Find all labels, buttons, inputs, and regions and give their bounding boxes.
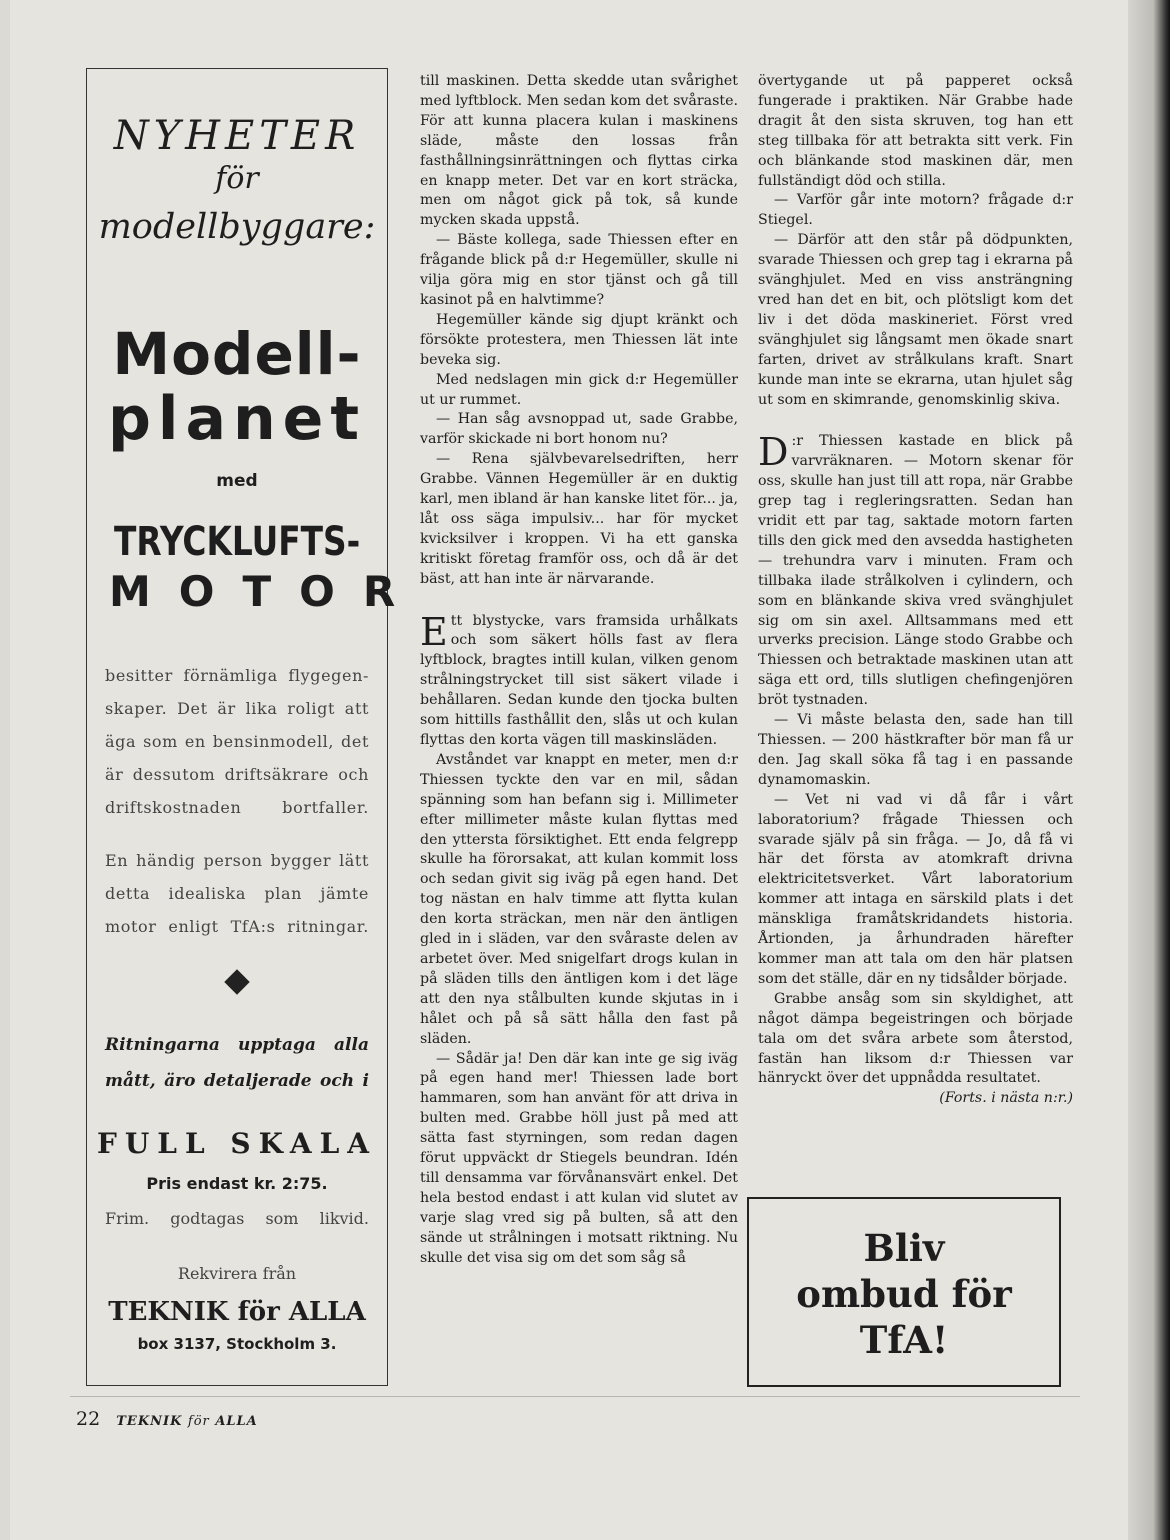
- article-paragraph: — Sådär ja! Den där kan inte ge sig iväg på egen hand mer! Thiessen lade bort hammaren, som han använt för att driva in bulten med. Grabbe höll just på med att sätta fast styrningen, som redan dagen förut uppväckt dr Stiegels beundran. Idén till densamma var förvånansvärt enkel. Det hela bestod endast i att kulan vid slutet av varje slag vred sig på bulten, så att den sände ut strålningen i motsatt riktning. Nu skulle det visa sig om det som såg så: [420, 1050, 738, 1266]
- article-paragraph: Med nedslagen min gick d:r Hegemüller ut ur rummet.: [420, 371, 738, 408]
- footer-magazine-word-3: ALLA: [215, 1414, 258, 1429]
- footer-divider: [70, 1396, 1080, 1397]
- ad-rekvirera-text: Rekvirera från: [177, 1264, 297, 1283]
- article-paragraph: Hegemüller kände sig djupt kränkt och försökte protestera, men Thiessen lät inte beveka sig.: [420, 311, 738, 368]
- page-edge: [0, 0, 10, 1540]
- article-paragraph: Grabbe ansåg som sin skyldighet, att något dämpa begeistringen och började tala om det svåra arbete som återstod, fastän han liksom d:r Thiessen var hänryckt över det uppnådda resultatet.: [758, 990, 1073, 1087]
- ad-frimarken-note: Frim. godtagas som likvid.: [105, 1209, 369, 1228]
- ad-headline-line2: planet: [107, 384, 367, 454]
- article-paragraph-text: :r Thiessen kastade en blick på varvräknaren. — Motorn skenar för oss, skulle han just till att ropa, när Grabbe grep tag i regleringsratten. Sedan han vridit ett par tag, saktade motorn farten tills den gick med den avsedda hastigheten — trehundra varv i minuten. Fram och tillbaka ilade strålkolven i cylindern, och som en blänkande skiva vred svänghjulet sig om sin axel. Alltsammans med ett urverks precision. Länge stodo Grabbe och Thiessen och betraktade maskinen utan att säga ett ord, tills slutligen chefingenjören bröt tystnaden.: [758, 433, 1073, 709]
- article-column-middle: [420, 72, 738, 1268]
- article-paragraph: — Varför går inte motorn? frågade d:r Stiegel.: [758, 192, 1073, 229]
- page-footer: [76, 1408, 258, 1430]
- footer-magazine-word-1: TEKNIK: [116, 1414, 183, 1429]
- article-paragraph: — Rena självbevarelsedriften, herr Grabbe. Vännen Hegemüller är en duktig karl, men ibland är han kanske litet för... ja, låt oss säga impulsiv... har för mycket kvicksilver i kroppen. Vi ha ett ganska kritiskt företag framför oss, och då är det bäst, att han inte är närvarande.: [420, 451, 738, 587]
- binding-spine: [1128, 0, 1170, 1540]
- continued-note: (Forts. i nästa n:r.): [939, 1090, 1073, 1107]
- ad-price: Pris endast kr. 2:75.: [146, 1174, 328, 1193]
- article-paragraph: — Han såg avsnoppad ut, sade Grabbe, varför skickade ni bort honom nu?: [420, 411, 738, 448]
- ad-med-text: med: [216, 471, 258, 491]
- ad-nyheter-heading: NYHETER: [113, 113, 361, 159]
- article-paragraph: till maskinen. Detta skedde utan svårighet med lyftblock. Men sedan kom det svåraste. För att kunna placera kulan i maskinens släde, måste den lossas från fasthållningsinrättningen och flyttas cirka en knapp meter. Det var en kort sträcka, men om något gick på tok, så kunde mycken skada uppstå.: [420, 73, 738, 229]
- callout-line-3: TfA!: [859, 1318, 949, 1362]
- ad-headline-line1: Modell-: [112, 320, 362, 388]
- page-number: 22: [76, 1408, 101, 1430]
- ad-address: box 3137, Stockholm 3.: [137, 1335, 337, 1353]
- ad-motor-heading: MOTOR: [109, 567, 424, 616]
- article-paragraph: Avståndet var knappt en meter, men d:r Thiessen tyckte den var en mil, sådan spänning som han befann sig i. Millimeter efter millimeter måste kulan flyttas med den yttersta försiktighet. Ett enda felgrepp skulle ha förorsakat, att kulan kommit loss och sedan givit sig iväg på egen hand. Det tog nästan en halv timme att flytta kulan den korta sträckan, men när den äntligen gled in i släden, var den svåraste delen av arbetet över. Med snigelfart drogs kulan in på släden tills den äntligen kom i det läge att den nya stålbulten kunde skjutas in i hålet och på så sätt hålla den fast på släden.: [420, 751, 738, 1047]
- drop-cap: D: [758, 430, 789, 475]
- article-paragraph: övertygande ut på papperet också fungerade i praktiken. När Grabbe hade dragit åt den sista skruven, tog han ett steg tillbaka för att betrakta sitt verk. Fin och blänkande stod maskinen där, men fullständigt död och stilla.: [758, 73, 1073, 189]
- ad-paragraph-1: besitter förnämliga flygegen- skaper. Det är lika roligt att äga som en bensinmodell, det är dessutom driftsäkrare och driftskostnaden bortfaller.: [105, 666, 369, 817]
- drop-cap: E: [420, 609, 448, 654]
- callout-line-2: ombud för: [796, 1272, 1012, 1316]
- callout-line-1: Bliv: [863, 1226, 945, 1270]
- article-paragraph: — Vet ni vad vi då får i vårt laboratorium? frågade Thiessen och svarade själv på sin fråga. — Jo, då få vi här det första av atomkraft drivna elektricitetsverket. Vårt laboratorium kommer att intaga en särskild plats i det mänskliga framåtskridandets historia. Årtionden, ja århundraden härefter kommer man att tala om den här platsen som det ställe, där en ny tidsålder började.: [758, 791, 1073, 987]
- ad-tryckluft-heading: TRYCKLUFTS-: [114, 519, 361, 565]
- article-paragraph-text: tt blystycke, vars framsida urhålkats och som säkert hölls fast av flera lyftblock, bragtes intill kulan, vilken genom strålningstrycket till sist säkert vilade i behållaren. Sedan kunde den tjocka bulten som hittills fasthållit den, slås ut och kulan flyttas den korta vägen till maskinsläden.: [420, 612, 738, 748]
- ad-for-text: för: [215, 161, 259, 196]
- ad-ritningar-text: Ritningarna upptaga alla mått, äro detaljerade och i: [105, 1035, 369, 1091]
- diamond-ornament-icon: [224, 969, 249, 994]
- article-section-start: [420, 609, 738, 751]
- ad-magazine-name: TEKNIK för ALLA: [108, 1297, 366, 1327]
- footer-magazine-name: [116, 1414, 258, 1429]
- article-paragraph: — Bäste kollega, sade Thiessen efter en frågande blick på d:r Hegemüller, skulle ni vilja göra mig en stor tjänst och gå till kasinot på en halvtimme?: [420, 232, 738, 308]
- advertisement-box: [86, 68, 424, 1386]
- footer-magazine-word-2: för: [187, 1414, 210, 1429]
- article-paragraph: — Därför att den står på dödpunkten, svarade Thiessen och grep tag i ekrarna på svänghjulet. Med en viss ansträngning vred han det en bit, och plötsligt kom det liv i det döda maskineriet. Först vred svänghjulet sig långsamt men ökade snart farten, drivet av strålkulans kraft. Snart kunde man inte se ekrarna, utan hjulet såg ut som en skimrande, genomskinlig skiva.: [758, 232, 1073, 408]
- article-column-right: [758, 72, 1073, 1109]
- article-paragraph: — Vi måste belasta den, sade han till Thiessen. — 200 hästkrafter bör man få ur den. Jag skall söka få tag i en passande dynamomaskin.: [758, 712, 1073, 788]
- ad-full-skala: FULL SKALA: [97, 1127, 377, 1160]
- article-section-start: [758, 432, 1073, 711]
- ad-paragraph-2: En händig person bygger lätt detta idealiska plan jämte motor enligt TfA:s ritningar.: [105, 851, 369, 936]
- ad-modellbyggare-heading: modellbyggare:: [98, 207, 376, 247]
- callout-box: [747, 1197, 1061, 1387]
